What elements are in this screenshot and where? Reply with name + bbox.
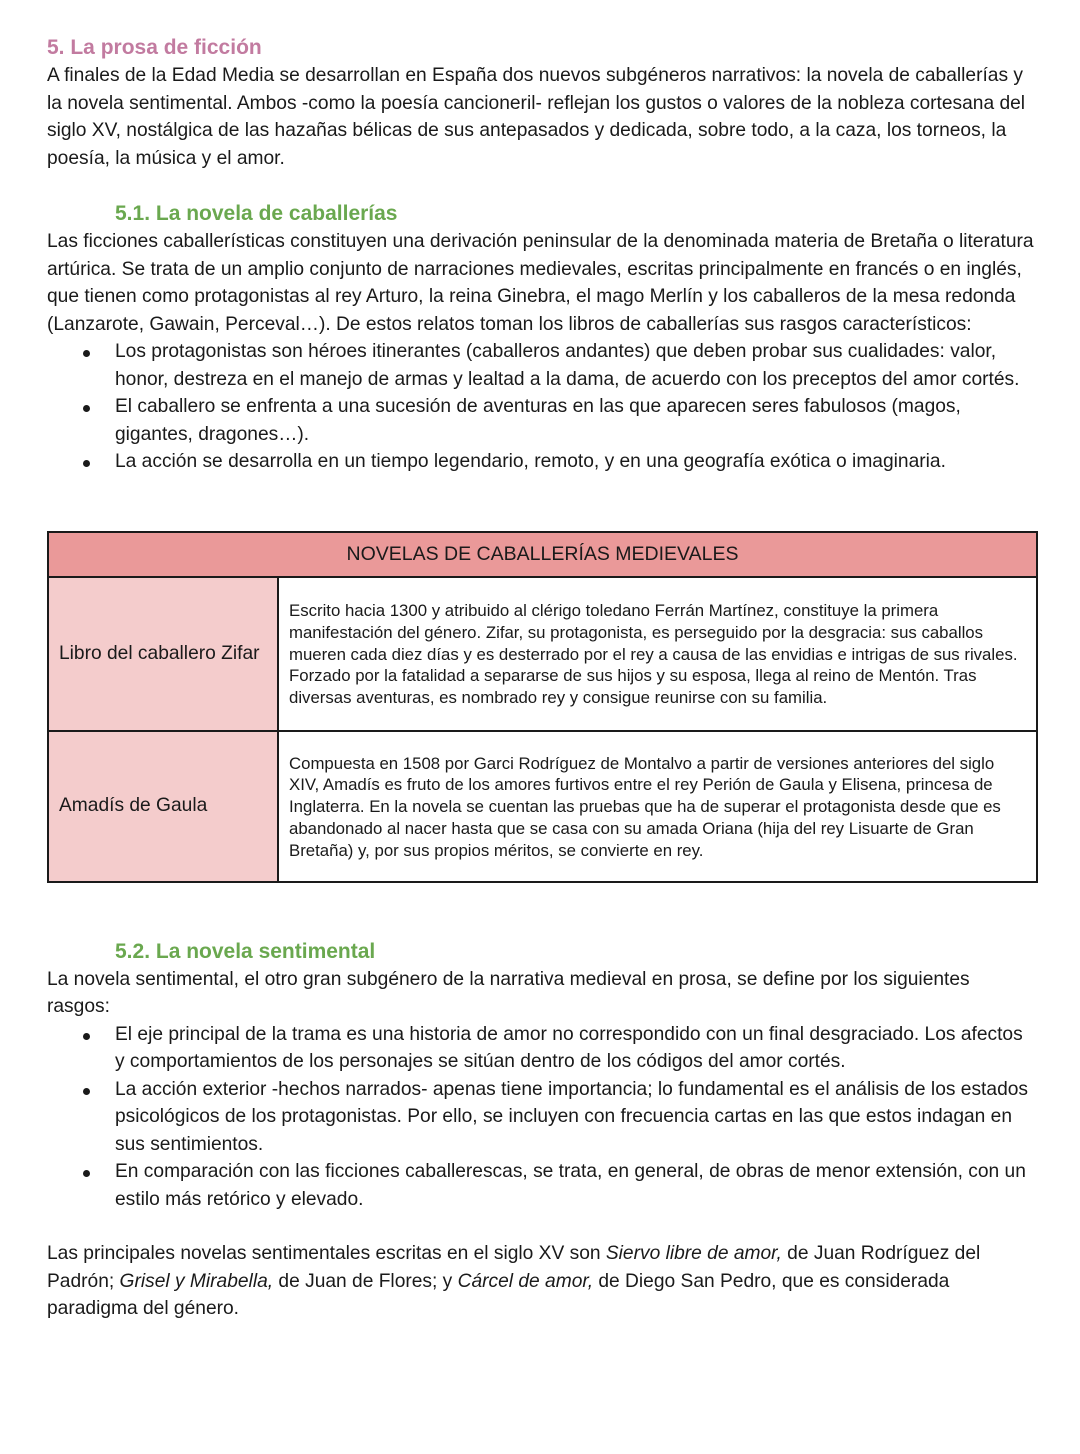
section-heading-5: 5. La prosa de ficción [47,36,262,59]
sentimental-paragraph: La novela sentimental, el otro gran subgénero de la narrativa medieval en prosa, se define por los siguientes rasgos: [47,968,970,1017]
work-title: Grisel y Mirabella, [119,1270,274,1292]
list-item: La acción se desarrolla en un tiempo legendario, remoto, y en una geografía exótica o imaginaria. [47,448,1037,476]
caballerias-paragraph: Las ficciones caballerísticas constituyen una derivación peninsular de la denominada materia de Bretaña o literatura artúrica. Se trata de un amplio conjunto de narraciones medievales, escritas principalmente en francés o en inglés, que tienen como protagonistas al rey Arturo, la reina Ginebra, el mago Merlín y los caballeros de la mesa redonda (Lanzarote, Gawain, Perceval…). De estos relatos toman los libros de caballerías sus rasgos característicos: [47,231,1034,335]
novel-description-cell: Compuesta en 1508 por Garci Rodríguez de Montalvo a partir de versiones anteriores del siglo XIV, Amadís es fruto de los amores furtivos entre el rey Perión de Gaula y Elisena, princesa de Inglaterra. En la novela se cuentan las pruebas que ha de superar el protagonista desde que es abandonado al nacer hasta que se casa con su amada Oriana (hija del rey Lisuarte de Gran Bretaña) y, por sus propios méritos, se convierte en rey. [278,731,1037,882]
section-heading-5-2: 5.2. La novela sentimental [115,939,376,963]
caballerias-bullet-list [47,338,1037,476]
list-item: El eje principal de la trama es una historia de amor no correspondido con un final desgraciado. Los afectos y comportamientos de los personajes se sitúan dentro de los códigos del amor cortés. [47,1021,1037,1076]
bullet-icon [83,350,90,357]
bullet-icon [83,460,90,467]
bullet-icon [83,1088,90,1095]
section-heading-5-1: 5.1. La novela de caballerías [115,202,398,225]
novel-title-cell: Amadís de Gaula [48,731,278,882]
work-title: Cárcel de amor, [457,1270,594,1292]
novel-description-cell: Escrito hacia 1300 y atribuido al clérigo toledano Ferrán Martínez, constituye la primera manifestación del género. Zifar, su protagonista, es perseguido por la desgracia: sus caballos mueren cada diez días y es desterrado por el rey a causa de las envidias e intrigas de sus rivales. Forzado por la fatalidad a separarse de sus hijos y su esposa, llega al reino de Mentón. Tras diversas aventuras, es nombrado rey y consigue reunirse con su familia. [278,577,1037,731]
document-page [47,34,1037,1323]
bullet-icon [83,1170,90,1177]
bullet-icon [83,405,90,412]
novel-title-cell: Libro del caballero Zifar [48,577,278,731]
list-item: En comparación con las ficciones caballerescas, se trata, en general, de obras de menor extensión, con un estilo más retórico y elevado. [47,1158,1037,1213]
bullet-icon [83,1033,90,1040]
list-item: La acción exterior -hechos narrados- apenas tiene importancia; lo fundamental es el análisis de los estados psicológicos de los protagonistas. Por ello, se incluyen con frecuencia cartas en las que estos indagan en sus sentimientos. [47,1076,1037,1159]
novels-table [47,531,1038,883]
closing-paragraph: Las principales novelas sentimentales escritas en el siglo XV son Siervo libre de amor, de Juan Rodríguez del Padrón; Grisel y Mirabella, de Juan de Flores; y Cárcel de amor, de Diego San Pedro, que es considerada paradigma del género. [47,1243,981,1319]
list-item: Los protagonistas son héroes itinerantes (caballeros andantes) que deben probar sus cualidades: valor, honor, destreza en el manejo de armas y lealtad a la dama, de acuerdo con los preceptos del amor cortés. [47,338,1037,393]
table-row [48,577,1037,731]
intro-paragraph: A finales de la Edad Media se desarrollan en España dos nuevos subgéneros narrativos: la novela de caballerías y la novela sentimental. Ambos -como la poesía cancioneril- reflejan los gustos o valores de la nobleza cortesana del siglo XV, nostálgica de las hazañas bélicas de sus antepasados y dedicada, sobre todo, a la caza, los torneos, la poesía, la música y el amor. [47,65,1026,169]
table-header-row [48,532,1037,577]
list-item: El caballero se enfrenta a una sucesión de aventuras en las que aparecen seres fabulosos (magos, gigantes, dragones…). [47,393,1037,448]
table-row [48,731,1037,882]
table-header: NOVELAS DE CABALLERÍAS MEDIEVALES [48,532,1037,577]
work-title: Siervo libre de amor, [605,1243,782,1264]
sentimental-bullet-list [47,1021,1037,1214]
